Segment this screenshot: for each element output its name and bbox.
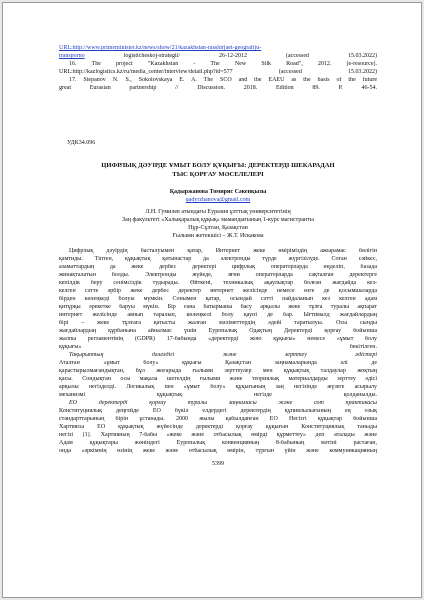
body-line: қарастырылмағандықтан, бұл жоғарыда ғылыми зерттеулер мен құқықтық талдаулар жоқтың [59,368,377,374]
document-page [2,2,422,598]
body-line: азаматтардың да жеке дербес деректері цифрлық операторларда өңделіп, базада [59,264,377,270]
author-faculty: Заң факультеті «Халықаралық құқық» мамандығының 1-курс магистранты [122,217,314,223]
body-line: қамтиды. Тіптен, құқықтық қатынастар да электронды түрде жүргізілуде. Соған сәйкес, [59,256,377,262]
body-line: Хартиясы ЕО құқықтық жүйесінде деректерді қорғау құқығын Конституциялық таныды [59,424,377,430]
body-line: бірі – жеке тұлғаға қатысты жалған мәліметтердің әдейі таратылуы. Осы сынды [59,320,377,326]
article-title-line2: ТЫС ҚОРҒАУ МӘСЕЛЕЛЕРІ [172,171,264,178]
reference-16: 16. The project "Kazakhstan - The New Silk Road", 2012. [e-resource]. [69,61,377,67]
body-line: арқылы негізделді. Логикалық пен «ұмыт болу» құқығының заң негізінде жүзеге асырылу [59,384,377,390]
section-heading: ЕО деректерді қорғау туралы заңнамасы және сот практикасы [69,400,377,406]
reference-link[interactable]: URL:http://www.primeminister.kz/news/show/21/kazakhstan-rasshirjaet-geografiju- [59,45,262,51]
body-line: бірден көлеңкеді болуы мүмкін. Сонымен қатар, осындай сәтті пайдаланып кез келген адам [59,296,377,302]
reference-17: 17. Stepanov N. S., Sokolovskaya E. A. The SCO and the EAEU as the basis of the future [69,77,377,83]
reference-url-line [59,45,377,53]
body-line: жалпы регламентінің (GDPR) 17-бабында «деректерді жою құқығы» немесе «ұмыт болу [59,336,377,342]
body-line: Аталған «ұмыт болу» құқығы Қазақстан заңнамаларында әлі де [59,360,377,366]
reference-link-transport[interactable]: transporno [59,53,85,59]
body-line: қитұрқы әрекетке баруы мүкін. Бір ғана батырманы басу арқылы жеке тұлға туралы ақпарат [59,304,377,310]
author-city: Нұр-Сұлтан, Қазақстан [188,225,248,231]
body-line: келген сәтте әрбір жеке дербес деректер интернет желісінде немесе өзге де қосымшаларда [59,288,377,294]
body-line: жағдайлардың құрбанына айналмас үшін Еуропалық Одақтың Деректерді қорғау бойынша [59,328,377,334]
author-email [59,197,377,205]
body-line: интернет желісінде аянып таралып, көлеңкелі болу қаупі де бар. Ығтималд жағдайлардың [59,312,377,318]
author-name: Қадыржанова Томирис Сәкенқызы [169,189,267,195]
body-line: Конституциялық деңгейде ЕО бүкіл елдердегі деректердің құпиялылығының ең озық [59,408,377,414]
body-line: Цифрлық дәуірдің басталуымен қатар, Интернет жеке өміріміздің ажырамас бөлігін [69,248,377,254]
page-number: 5399 [212,461,224,467]
reference-16-url: URL:http://kazlogistics.kz/ru/media_center/interview/detail.php?id=577 (accessed 15.03.2022) [59,69,377,75]
body-line: стандарттарының бірін ұстанады. 2000 жылы қабылданған ЕО Негізгі құқықтар бойынша [59,416,377,422]
body-line: негізі [1]. Хартияның 7-бабы «жеке және отбасылық өмірді құрметтеу» деп аталады және [59,432,377,438]
body-line: құқығы» бекітілген. [59,344,377,350]
body-line: кепілдік беру сенімсіздік тудырады. Өйткені, техникалық ақаулықтар болған жағдайда кез- [59,280,377,286]
article-title: ЦИФРЛЫҚ ДӘУІРДЕ ҰМЫТ БОЛУ ҚҰҚЫҒЫ: ДЕРЕКТЕРДІ ШЕКАРАДАН [101,162,335,169]
author-email-link[interactable]: qadyrzhanova@gmail.com [185,197,251,203]
reference-line: transporno logisticheskoj-strategii/ 26-12-2012 (accessed 15.03.2022) [59,53,377,59]
author-affiliation: Л.Н. Гумилев атындағы Еуразия ұлттық университетінің [145,209,291,215]
reference-17-cont: great Eurasian partnership // Discussion. 2018. Edition 89. P. 46-54. [59,85,377,91]
body-line: Адам құқықтары жөніндегі Еуропалық конвенцияның 8-бабының мәтіні растаған, [59,440,377,446]
body-line: қасы. Сондықтан осы мақала шетелдің ғылыми және теориялық материалдарды зерттеу әдісі [59,376,377,382]
section-heading: Тақырыптың дәлелдігі және зерттеу әдістері [69,352,377,358]
supervisor: Ғылыми жетекшісі – Ж.Т. Искакова [172,233,264,239]
body-line: механизмі құқықтық негізде қолданылды. [59,392,377,398]
body-line: жинақталатын болды. Электронды жүйеде, яғни операторларда сақталған деректерге [59,272,377,278]
udc-code: УДК34.096 [67,140,96,146]
body-line: онда «әркімнің өзінің жеке және отбасылық өмірін, түрғын үйін және коммуникацияның [59,448,377,454]
